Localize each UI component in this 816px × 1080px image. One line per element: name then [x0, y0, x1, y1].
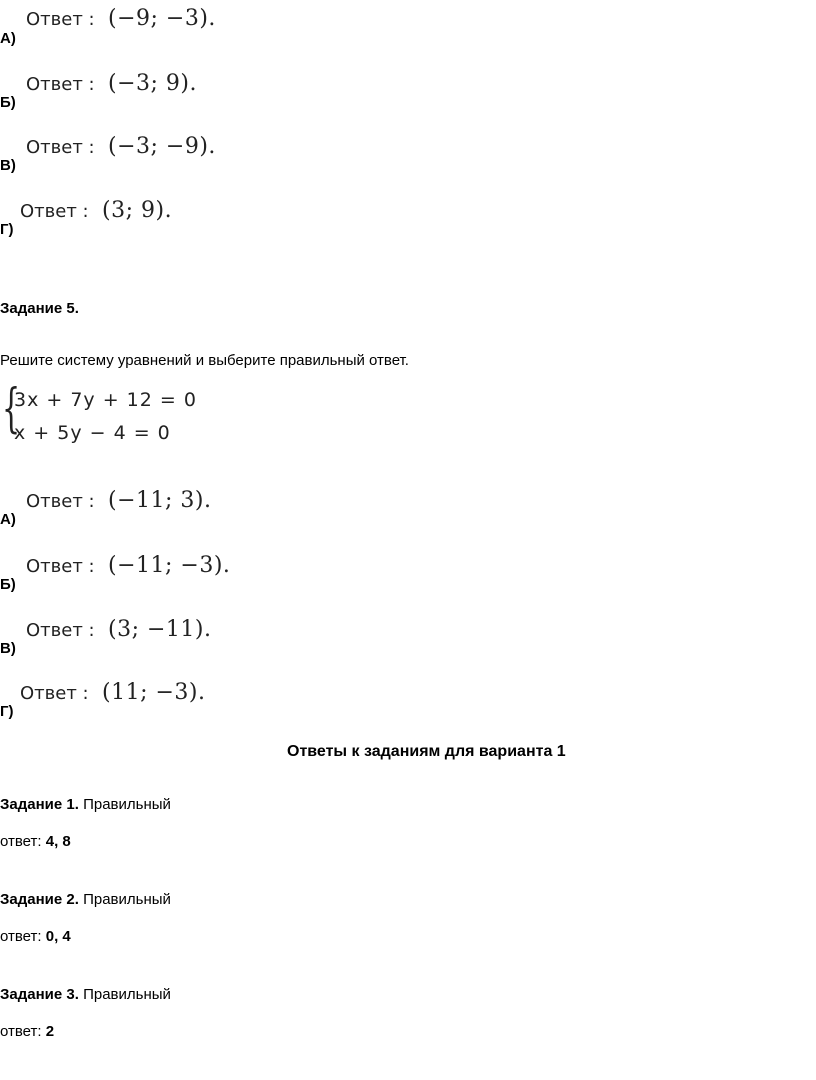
answer-task-title: Задание 2.: [0, 891, 79, 908]
answer-label: Ответ :: [26, 556, 95, 577]
answer-value: 4, 8: [45, 833, 71, 850]
task-instruction: Решите систему уравнений и выберите правильный ответ.: [0, 352, 409, 369]
option-letter-v: В): [0, 157, 16, 174]
answer-label: Ответ :: [20, 201, 89, 222]
answer-task-title: Задание 3.: [0, 986, 79, 1003]
answer-value: (−11; −3).: [108, 553, 231, 578]
answer-label: ответ:: [0, 833, 42, 850]
answer-item-1: [0, 796, 171, 813]
task-title: Задание 5.: [0, 300, 79, 317]
answer-task-title: Задание 1.: [0, 796, 79, 813]
answer-value: (−3; 9).: [108, 71, 197, 96]
answer-value: (11; −3).: [102, 680, 206, 705]
answers-heading: Ответы к заданиям для варианта 1: [287, 743, 566, 760]
answer-value: (−11; 3).: [108, 488, 212, 513]
answer-label: Ответ :: [26, 620, 95, 641]
curly-brace: {: [2, 379, 21, 439]
option-letter-b: Б): [0, 94, 16, 111]
answer-label: Ответ :: [26, 491, 95, 512]
option-letter-b: Б): [0, 576, 16, 593]
answer-item-3: [0, 986, 171, 1003]
answer-correct-label: Правильный: [83, 891, 171, 908]
answer-label: Ответ :: [26, 137, 95, 158]
answer-label: ответ:: [0, 928, 42, 945]
answer-value: (3; −11).: [108, 617, 212, 642]
answer-value: (3; 9).: [102, 198, 173, 223]
equation-1: 3x + 7y + 12 = 0: [14, 389, 197, 411]
option-letter-v: В): [0, 640, 16, 657]
answer-value: (−9; −3).: [108, 6, 216, 31]
answer-label: Ответ :: [26, 9, 95, 30]
option-letter-a: А): [0, 30, 16, 47]
answer-value: 2: [45, 1023, 55, 1040]
answer-correct-label: Правильный: [83, 986, 171, 1003]
answer-label: Ответ :: [20, 683, 89, 704]
answer-value-line-3: [0, 1023, 54, 1040]
answer-label: ответ:: [0, 1023, 42, 1040]
answer-correct-label: Правильный: [83, 796, 171, 813]
answer-item-2: [0, 891, 171, 908]
equation-system: [0, 381, 240, 457]
equation-2: x + 5y − 4 = 0: [14, 422, 171, 444]
answer-value-line-2: [0, 928, 71, 945]
answer-label: Ответ :: [26, 74, 95, 95]
answer-value-line-1: [0, 833, 71, 850]
answer-value: (−3; −9).: [108, 134, 216, 159]
option-letter-g: Г): [0, 221, 14, 238]
option-letter-g: Г): [0, 703, 14, 720]
answer-value: 0, 4: [45, 928, 71, 945]
option-letter-a: А): [0, 511, 16, 528]
